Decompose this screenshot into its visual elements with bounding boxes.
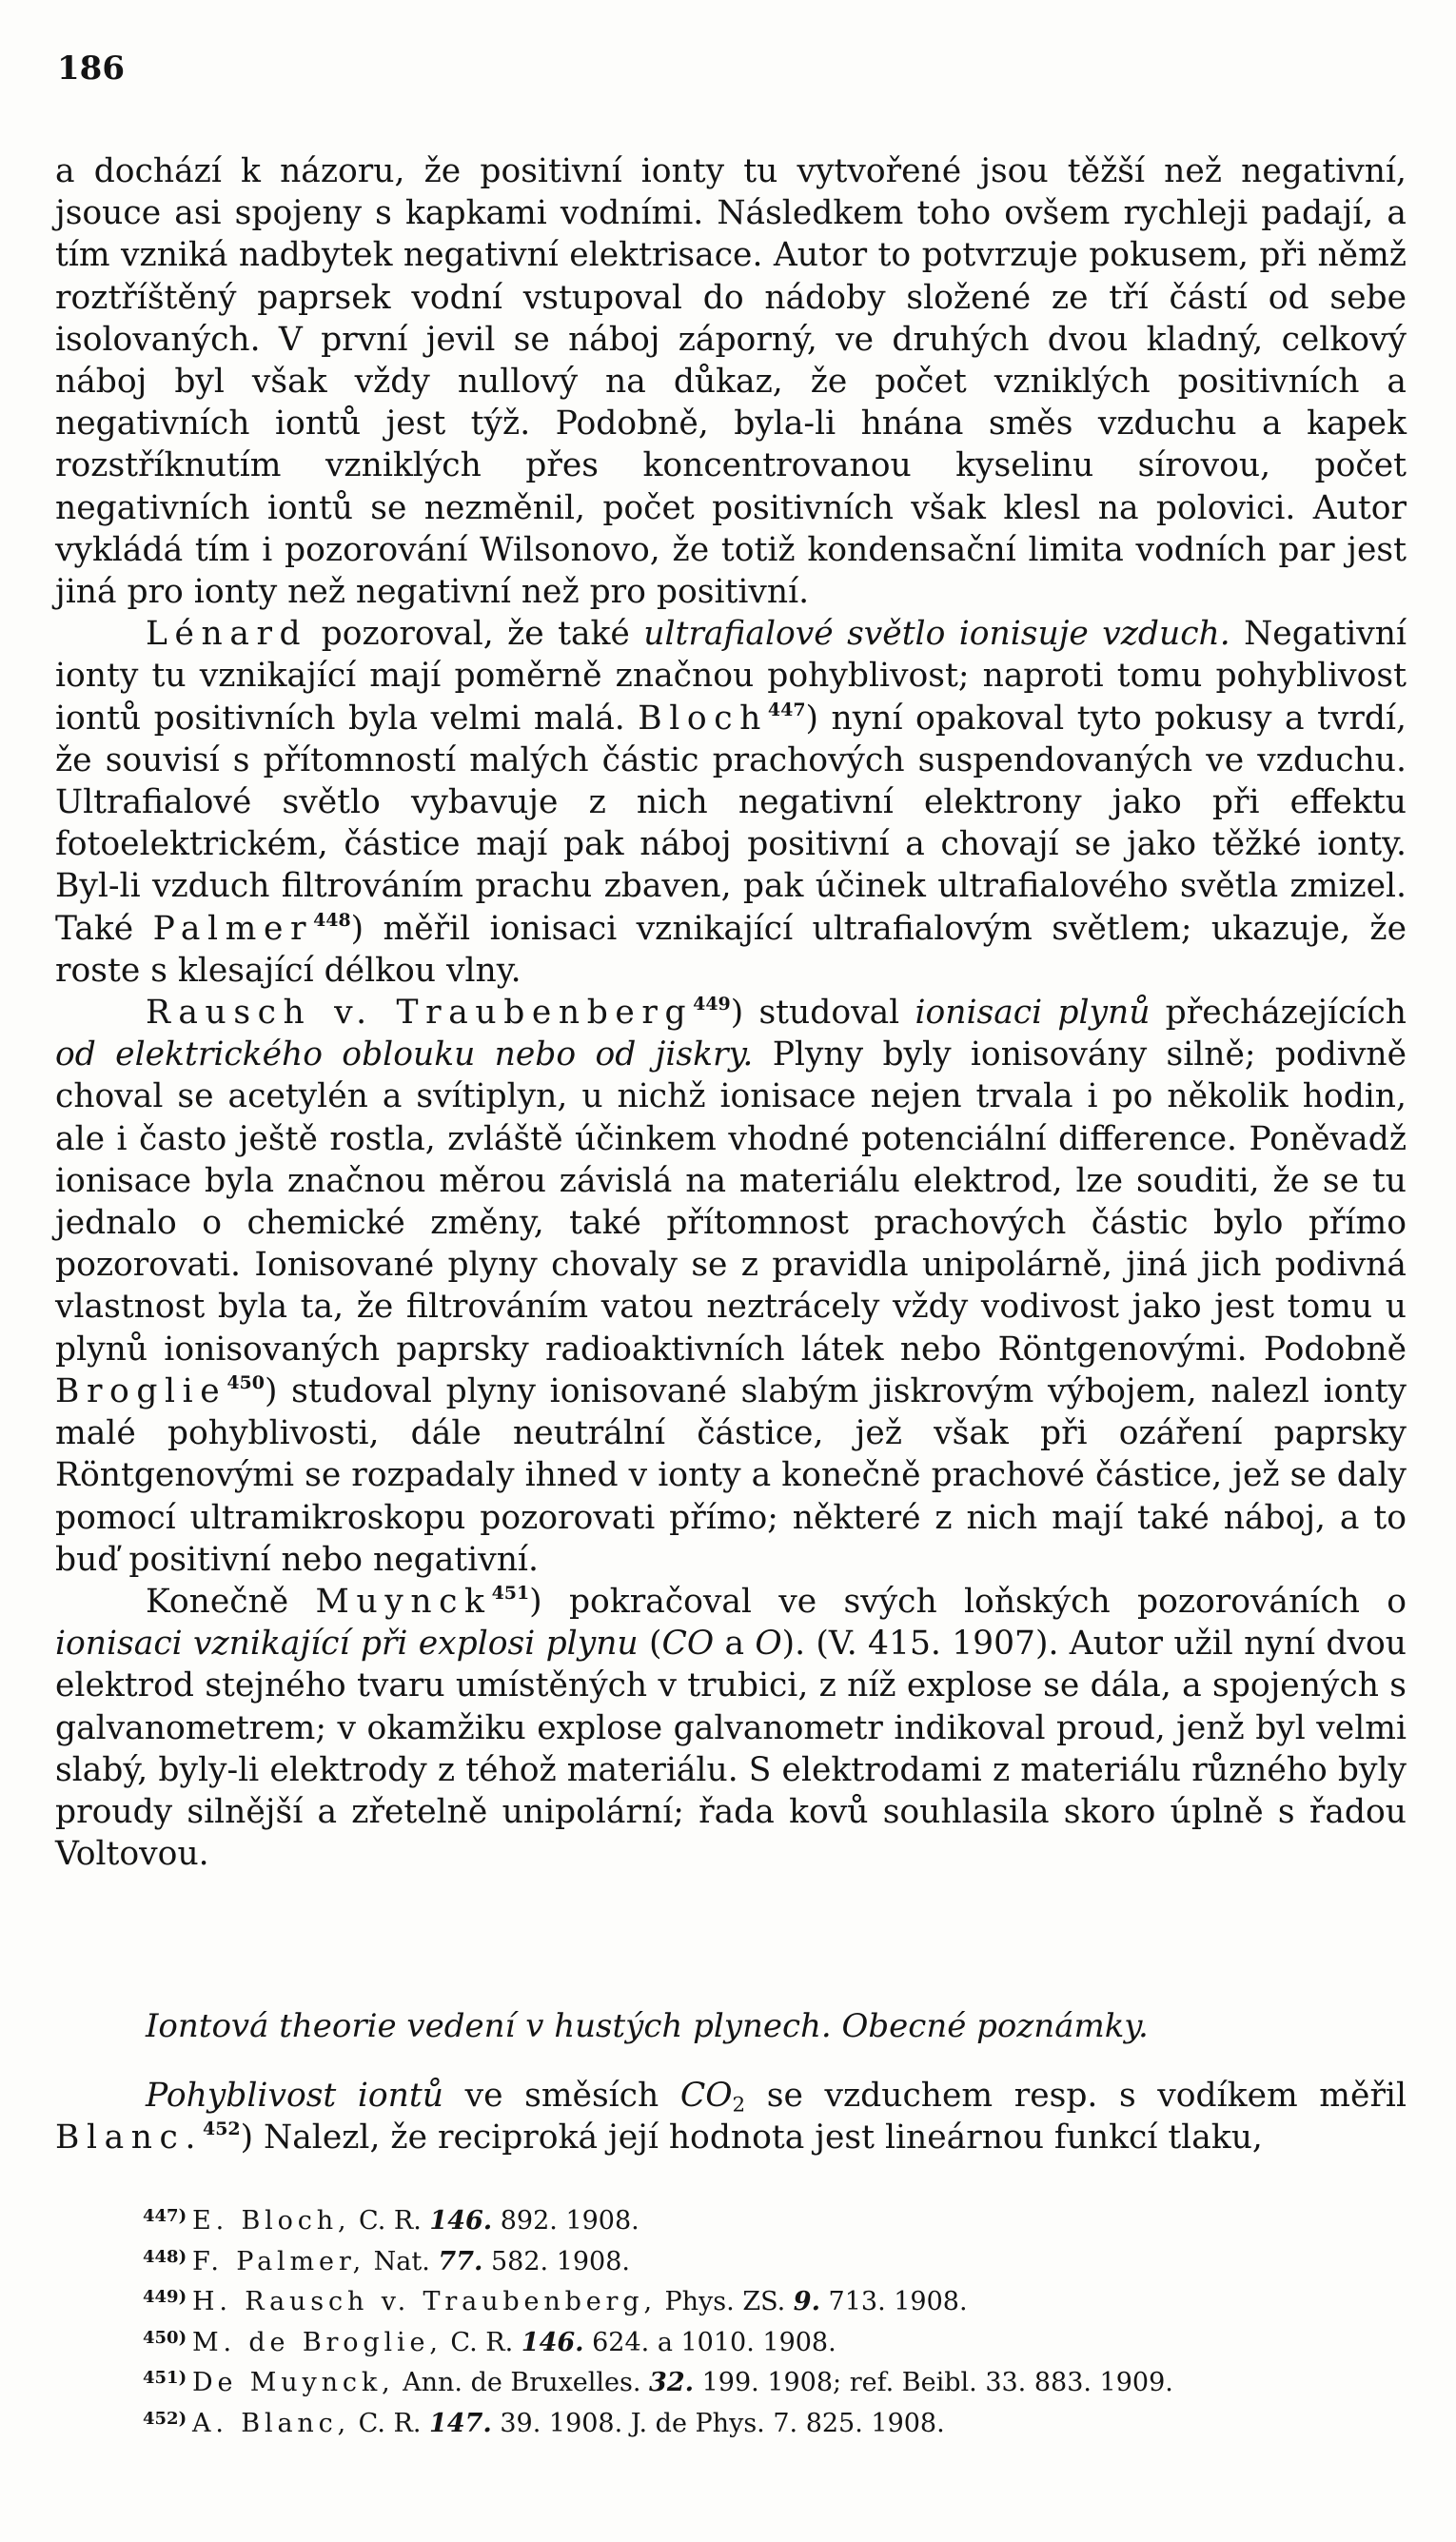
footnote-rest: 39. 1908. J. de Phys. 7. 825. 1908. [491,2408,945,2438]
text-span: ve směsích [443,2077,680,2115]
footnote-author: M. de Broglie, [192,2327,443,2357]
chemical-formula: CO [679,2077,733,2115]
footnote-volume: 146. [429,2206,493,2236]
footnote-source: C. R. [442,2327,521,2357]
footnotes [143,2198,1408,2441]
text-span: se vzduchem resp. s vodíkem měřil [745,2077,1407,2115]
chemical-formula: O [755,1625,782,1664]
body-text [55,150,1407,1875]
footnote-volume: 9. [793,2287,820,2316]
paragraph-2 [55,613,1407,992]
footnote-rest: 624. a 1010. 1908. [583,2327,836,2357]
text-span: ) Nalezl, že reciproká její hodnota jest lineárnou funkcí tlaku, [240,2118,1263,2158]
text-span: ) pokračoval ve svých loňských pozorováních o [529,1582,1407,1621]
text-span: ( [638,1625,662,1664]
text-span: Plyny byly ionisovány silně; podivně choval se acetylén a svítiplyn, u nichž ionisace nejen trvala i po několik hodin, ale i často ještě rostla, zvláště účinkem vhodné potenciální difference. Poněvadž ionisace byla značnou měrou závislá na materiálu elektrod, lze souditi, že se tu jednalo o chemické změny, také přítomnost prachových částic bylo přímo pozorovati. Ionisované plyny chovaly se z pravidla unipolárně, jiná jich podivná vlastnost byla ta, že filtrováním vatou neztrácely vždy vodivost jako jest tomu u plynů ionisovaných paprsky radioaktivních látek nebo Röntgenovými. Podobně [55,1035,1407,1369]
footnote-volume: 147. [429,2408,492,2438]
footnote [143,2279,1408,2320]
footnote-ref: 452 [203,2118,241,2139]
footnote [143,2320,1408,2361]
footnote-mark: 450) [143,2327,187,2348]
footnote [143,2239,1408,2280]
page-number: 186 [57,49,125,88]
footnote-ref: 450 [226,1371,265,1393]
footnote-author: A. Blanc, [192,2408,351,2438]
footnote-volume: 32. [649,2368,695,2397]
footnote-volume: 146. [521,2327,584,2357]
footnote-rest: 713. 1908. [819,2287,968,2316]
text-span: pozoroval, že také [307,615,644,654]
footnote-ref: 451 [491,1582,530,1604]
footnote-author: De Muynck, [192,2368,395,2397]
author-blanc: Blanc. [55,2118,204,2158]
footnote [143,2360,1408,2401]
footnote-rest: 582. 1908. [482,2246,630,2276]
footnote-source: Ann. de Bruxelles. [394,2368,650,2397]
author-lenard: Lénard [146,615,308,654]
footnote-author: E. Bloch, [192,2206,351,2236]
footnote [143,2401,1408,2442]
footnote-rest: 892. 1908. [492,2206,639,2236]
emphasis-text: ionisaci vznikající při explosi plynu [55,1625,639,1664]
text-span: přecházejících [1150,994,1407,1033]
text-span: Negativní ionty tu vznikající mají poměrně značnou pohyblivost; naproti tomu pohyblivost iontů positivních byla velmi malá. [55,615,1407,738]
text-span: ) studoval [730,994,915,1033]
author-broglie: Broglie [55,1371,227,1410]
text-span: ) studoval plyny ionisované slabým jiskrovým výbojem, nalezl ionty malé pohyblivosti, dále neutrální částice, jež však při ozáření paprsky Röntgenovými se rozpadaly ihned v ionty a konečně prachové částice, jež se daly pomocí ultramikroskopu pozorovati přímo; některé z nich mají také náboj, a to buď positivní nebo negativní. [55,1371,1407,1579]
emphasis-text: Pohyblivost iontů [146,2077,443,2115]
text-span: Konečně [146,1582,316,1621]
footnote [143,2198,1408,2239]
footnote-volume: 77. [438,2246,483,2276]
footnote-source: C. R. [350,2206,430,2236]
author-bloch: Bloch [638,699,768,738]
paragraph-3 [55,992,1407,1581]
footnote-ref: 448 [313,909,351,931]
emphasis-text: od elektrického oblouku nebo od jiskry. [55,1035,754,1074]
paragraph-5 [55,2075,1407,2158]
footnote-author: F. Palmer, [192,2246,366,2276]
footnote-mark: 448) [143,2246,187,2267]
author-rausch: Rausch v. Traubenberg [146,994,694,1033]
section-heading: Iontová theorie vedení v hustých plynech. Obecné poznámky. [146,2007,1149,2045]
formula-subscript: 2 [732,2093,746,2118]
body-text-continued [55,2075,1407,2158]
chemical-formula: CO [661,1625,715,1664]
footnote-author: H. Rausch v. Traubenberg, [192,2287,657,2316]
footnote-mark: 447) [143,2206,187,2226]
footnote-rest: 199. 1908; ref. Beibl. 33. 883. 1909. [694,2368,1173,2397]
footnote-mark: 451) [143,2368,187,2388]
footnote-ref: 447 [767,699,806,720]
footnote-mark: 449) [143,2287,187,2307]
paragraph-1: a dochází k názoru, že positivní ionty tu vytvořené jsou těžší než negativní, jsouce asi spojeny s kapkami vodními. Následkem toho ovšem rychleji padají, a tím vzniká nadbytek negativní elektrisace. Autor to potvrzuje pokusem, při němž roztříštěný paprsek vodní vstupoval do nádoby složené ze tří částí od sebe isolovaných. V první jevil se náboj záporný, ve druhých dvou kladný, celkový náboj byl však vždy nullový na důkaz, že počet vzniklých positivních a negativních iontů jest týž. Podobně, byla-li hnána směs vzduchu a kapek rozstříknutím vzniklých přes koncentrovanou kyselinu sírovou, počet negativních iontů se nezměnil, počet positivních však klesl na polovici. Autor vykládá tím i pozorování Wilsonovo, že totiž kondensační limita vodních par jest jiná pro ionty než negativní než pro positivní. [55,152,1407,612]
text-span: a [714,1625,756,1664]
footnote-source: Nat. [365,2246,439,2276]
text-span: ) nyní opakoval tyto pokusy a tvrdí, že souvisí s přítomností malých částic prachových suspendovaných ve vzduchu. Ultrafialové světlo vybavuje z nich negativní elektrony jako při effektu fotoelektrickém, částice mají pak náboj positivní a chovají se jako těžké ionty. Byl-li vzduch filtrováním prachu zbaven, pak účinek ultrafialového světla zmizel. Také [55,699,1407,948]
text-span: ). (V. 415. 1907). Autor užil nyní dvou elektrod stejného tvaru umístěných v trubici, z níž explose se dála, a spojených s galvanometrem; v okamžiku explose galvanometr indikoval proud, jenž byl velmi slabý, byly-li elektrody z téhož materiálu. S elektrodami z materiálu různého byly proudy silnější a zřetelně unipolární; řada kovů souhlasila skoro úplně s řadou Voltovou. [55,1625,1407,1874]
author-palmer: Palmer [152,909,314,948]
text-span: ) měřil ionisaci vznikající ultrafialovým světlem; ukazuje, že roste s klesající délkou vlny. [55,909,1407,990]
author-muynck: Muynck [315,1582,492,1621]
footnote-mark: 452) [143,2408,187,2429]
emphasis-text: ionisaci plynů [915,994,1151,1033]
emphasis-text: ultrafialové světlo ionisuje vzduch. [643,615,1230,654]
footnote-ref: 449 [693,993,731,1015]
footnote-source: C. R. [350,2408,430,2438]
footnote-source: Phys. ZS. [656,2287,794,2316]
paragraph-4 [55,1581,1407,1875]
